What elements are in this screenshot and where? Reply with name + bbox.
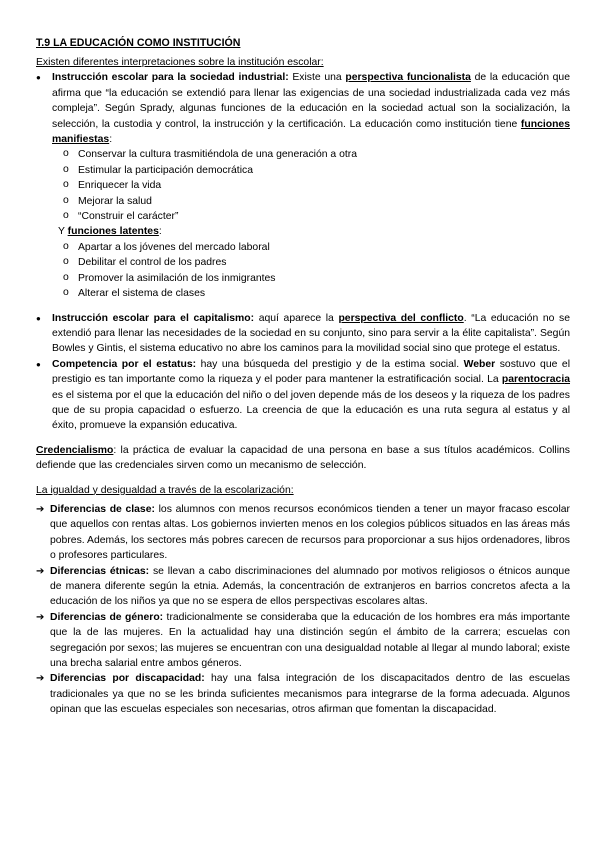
bullet-text: hay una búsqueda del prestigio y de la estima social. [196,358,464,370]
author-weber: Weber [463,358,496,370]
diff-genero [36,610,570,672]
intro-line: Existen diferentes interpretaciones sobre la institución escolar: [36,57,324,68]
paragraph-text: : la práctica de evaluar la capacidad de una persona en base a sus títulos académicos. Collins defiende que las credenciales sirven como un mecanismo de selección. [36,444,570,472]
bullet-text: . “La educación no se extendió para llenar las necesidades de la sociedad en su conjunto, sino para servir a la élite capitalista”. Según Bowles y Gintis, el sistema educativo no abre los caminos para la movilidad social sino que protege el estatus. [52,312,571,355]
diff-discapacidad [36,671,570,717]
diff-text: se llevan a cabo discriminaciones del alumnado por motivos religiosos o étnicos aunque de manera diferente según la etnia. Además, la concentración de extranjeros en barrios concretos afecta a la educación de los niños ya que no se espera de ellos perspectivas escolares altas. [50,565,570,608]
list-item: o Promover la asimilación de los inmigrantes [36,271,570,286]
diff-label: Diferencias por discapacidad: [50,673,205,685]
latent-pre: Y [58,226,68,238]
diff-etnicas [36,564,570,610]
bullet-text: aquí aparece la [254,312,339,324]
bullet-label: Instrucción escolar para el capitalismo: [52,312,255,324]
latent-post: : [158,226,162,238]
list-item: o Enriquecer la vida [36,178,570,193]
bullet-text: Existe una [288,72,346,84]
diff-clase [36,502,570,564]
bullet-industrial [36,70,570,147]
term-funcionalista: perspectiva funcionalista [345,72,471,84]
term-funciones-manifiestas: funciones manifiestas [52,118,570,146]
bullet-label: Competencia por el estatus: [52,358,197,370]
bullet-estatus [36,357,570,434]
page-title: T.9 LA EDUCACIÓN COMO INSTITUCIÓN [36,37,241,49]
latent-list [36,240,570,302]
bullet-text: de la educación que afirma que “la educación se extendió para llenar las exigencias de una sociedad industrializada cada vez más compleja”. Según Sprady, algunas funciones de la educación en la sociedad actual son la socialización, la selección, la custodia y control, la instrucción y la certificación. La educación como institución tiene [52,72,570,130]
diff-label: Diferencias de género: [50,611,164,623]
list-item: o Mejorar la salud [36,194,570,209]
list-item: o Apartar a los jóvenes del mercado laboral [36,240,570,255]
diff-text: los alumnos con menos recursos económicos tienden a tener un mayor fracaso escolar que aquellos con rentas altas. Los gobiernos invierten menos en los colegios públicos situados en las áreas más pobres. Además, los sectores más pobres carecen de recursos para proporcionar a sus hijos ordenadores, libros o profesores particulares. [50,503,570,562]
diff-text: hay una falsa integración de los discapacitados dentro de las escuelas tradicionales ya que no se les brinda suficientes mecanismos para integrarse de la forma adecuada. Algunos opinan que las escuelas especiales son necesarias, otros afirman que fomentan la discapacidad. [50,673,570,716]
latent-intro [36,224,570,239]
credencialismo-paragraph [36,443,570,474]
term-funciones-latentes: funciones latentes [67,226,159,238]
section-heading: La igualdad y desigualdad a través de la escolarización: [36,484,294,496]
list-item: o Estimular la participación democrática [36,163,570,178]
manifest-list [36,147,570,224]
list-item: o Debilitar el control de los padres [36,255,570,270]
list-item: o “Construir el carácter” [36,209,570,224]
diff-label: Diferencias étnicas: [50,565,150,577]
bullet-text: sostuvo que el prestigio es tan importante como la riqueza y el poder para mantener la estratificación social. La [52,358,571,386]
bullet-label: Instrucción escolar para la sociedad industrial: [52,72,289,84]
term-credencialismo: Credencialismo [36,444,114,456]
list-item: o Alterar el sistema de clases [36,286,570,301]
term-parentocracia: parentocracia [501,374,570,386]
bullet-capitalismo [36,311,570,357]
bullet-text: es el sistema por el que la educación del niño o del joven depende más de los deseos y la riqueza de los padres que de su propia capacidad o esfuerzo. La creencia de que la educación es una ruta segura al estatus y al éxito, promueve la expansión educativa. [52,389,570,432]
list-item: o Conservar la cultura trasmitiéndola de una generación a otra [36,147,570,162]
term-conflicto: perspectiva del conflicto [338,312,464,324]
bullet-text: : [109,134,113,146]
diff-label: Diferencias de clase: [50,503,155,515]
diff-text: tradicionalmente se consideraba que la educación de los hombres era más importante que la de las mujeres. En la actualidad hay una distinción según el ámbito de la carrera; escuelas con segregación por sexos; las mujeres se encuentran con una desigualdad notable al llegar al mundo laboral; existe una brecha salarial entre ambos géneros. [50,611,570,670]
